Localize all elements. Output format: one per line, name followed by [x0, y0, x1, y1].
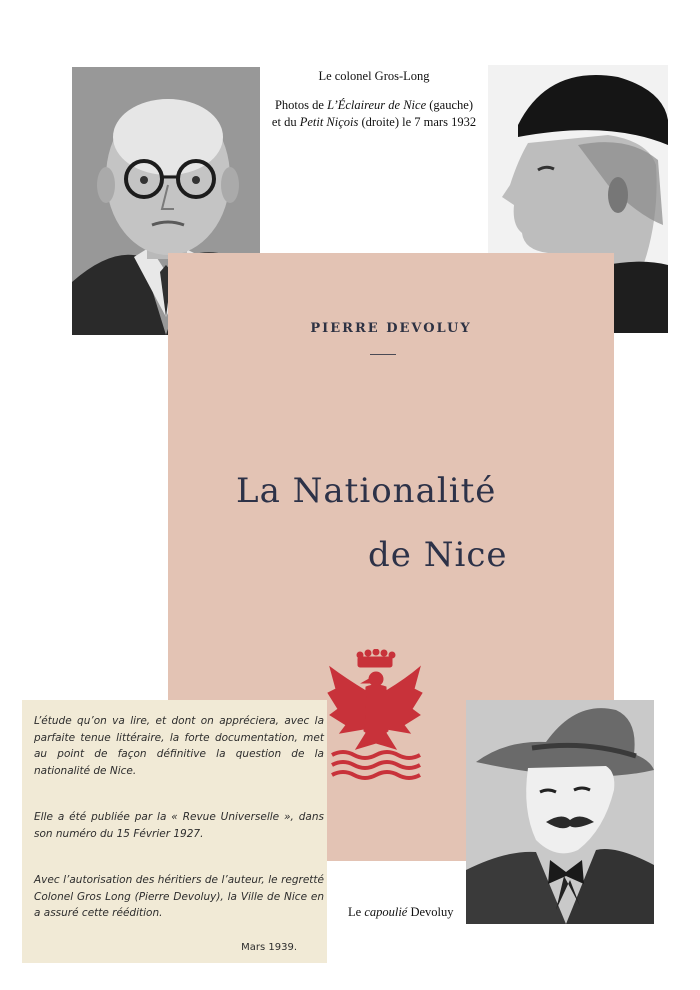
caption-line-2 [262, 97, 486, 114]
excerpt-paragraph-1: L’étude qu’on va lire, et dont on appréciera, avec la parfaite tenue littéraire, la forte documentation, met au point de façon définitive la question de la nationalité de Nice. [34, 715, 324, 777]
photo-caption-bottom [348, 905, 454, 920]
caption-line-3 [262, 114, 486, 131]
title-divider [370, 354, 396, 355]
caption-text: et du [271, 115, 300, 129]
caption-text: Photos de [274, 98, 328, 112]
newspaper-name-left: L’Éclaireur de Nice [327, 98, 427, 112]
caption-title: Le colonel Gros-Long [318, 69, 430, 83]
caption-italic-title: capoulié [364, 905, 408, 919]
excerpt-paragraph-3: Avec l’autorisation des héritiers de l’auteur, le regretté Colonel Gros Long (Pierre Devoluy), la Ville de Nice en a assuré cette réédition. [34, 874, 324, 919]
photo-caption-top [262, 68, 486, 131]
excerpt-date: Mars 1939. [241, 942, 297, 953]
book-title-line-2: de Nice [368, 535, 508, 575]
caption-text: Le [348, 905, 365, 919]
book-title-line-1: La Nationalité [236, 471, 497, 511]
caption-text: Devoluy [407, 905, 454, 919]
book-excerpt [22, 700, 327, 963]
portrait-photo-bottom [466, 700, 654, 924]
caption-text: (droite) le 7 mars 1932 [358, 115, 477, 129]
nice-eagle-emblem-icon [326, 649, 424, 783]
caption-text: (gauche) [426, 98, 473, 112]
book-author: PIERRE DEVOLUY [310, 321, 472, 336]
excerpt-paragraph-2: Elle a été publiée par la « Revue Universelle », dans son numéro du 15 Février 1927. [34, 811, 324, 840]
newspaper-name-right: Petit Niçois [299, 115, 359, 129]
